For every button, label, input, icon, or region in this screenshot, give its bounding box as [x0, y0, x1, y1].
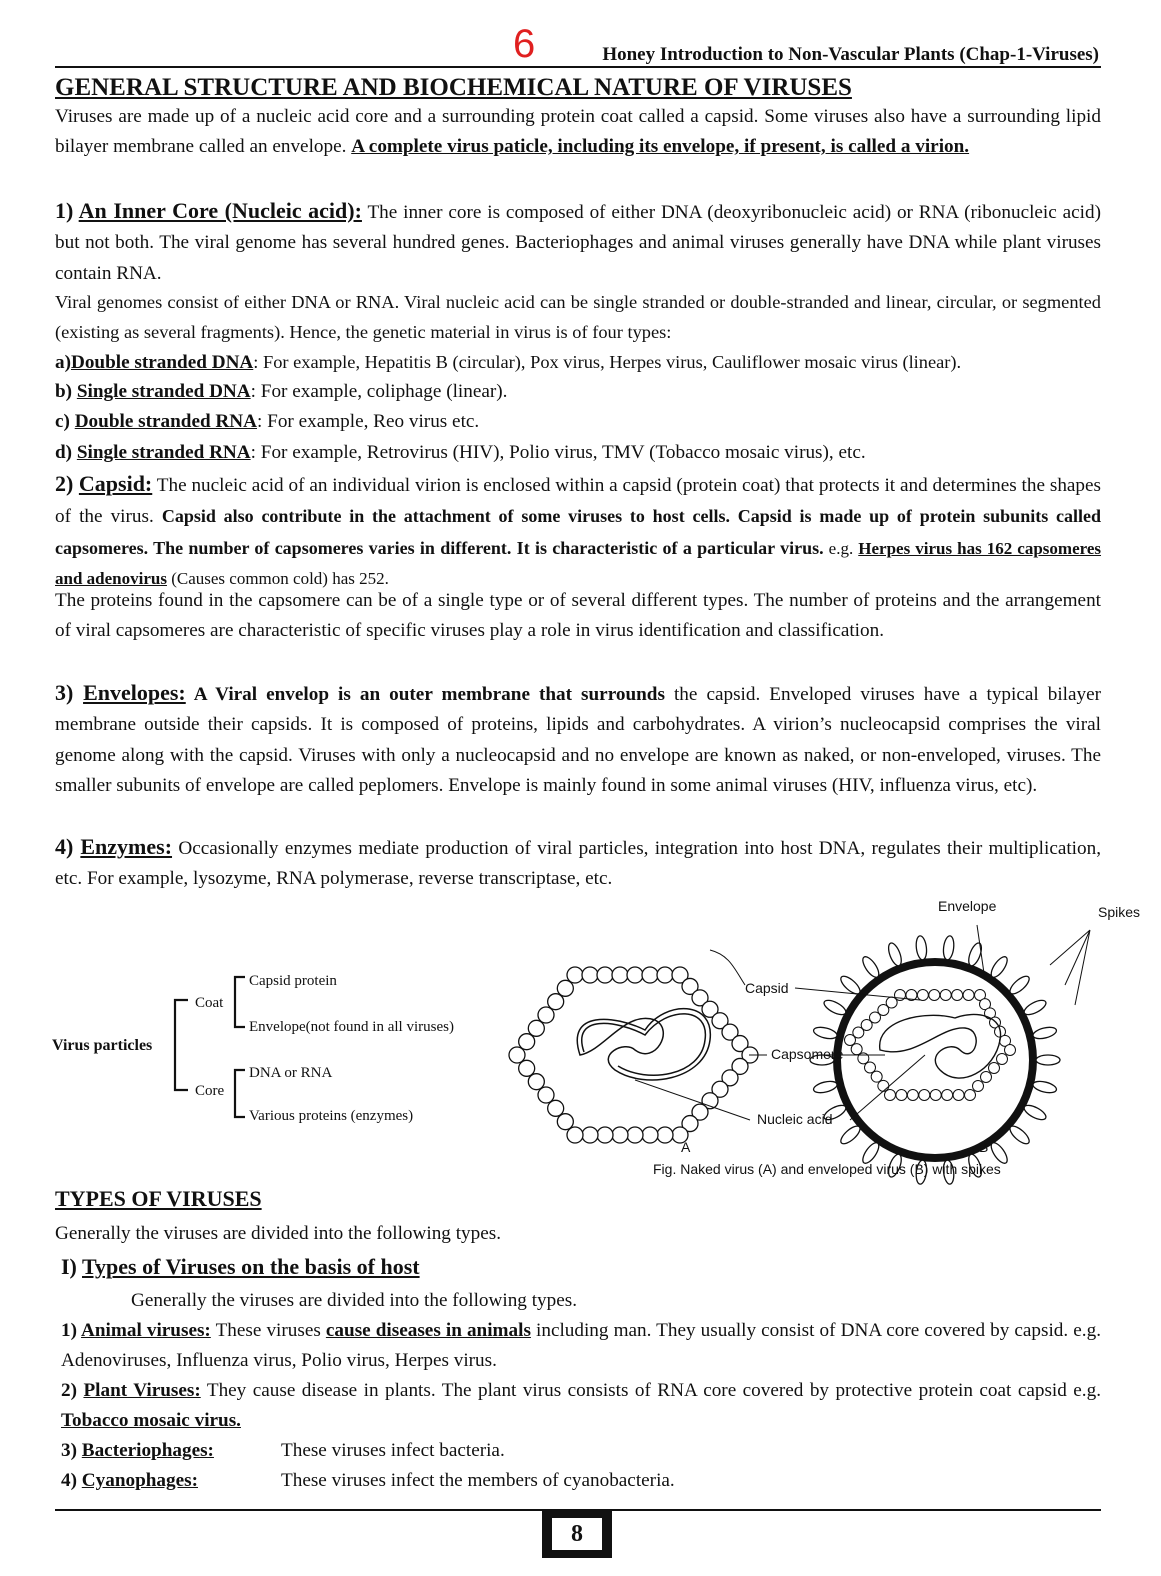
genetic-type-c: [55, 407, 479, 437]
envelope-heading: Envelopes:: [83, 680, 186, 705]
bacteriophages-heading: Bacteriophages:: [81, 1440, 214, 1461]
bacteriophages-number: 3): [61, 1440, 82, 1461]
plant-heading: Plant Viruses:: [83, 1380, 201, 1401]
spike: [812, 1079, 838, 1094]
type-text: : For example, Retrovirus (HIV), Polio virus, TMV (Tobacco mosaic virus), etc.: [250, 442, 866, 463]
naked-virus-nucleic-acid: [577, 1009, 710, 1080]
bacteriophages-text: These viruses infect bacteria.: [281, 1440, 505, 1461]
capsomere-circle: [851, 1044, 862, 1055]
capsomere-circle: [627, 967, 643, 983]
envelope-number: 3): [55, 680, 84, 705]
spike: [1007, 1123, 1032, 1146]
envelope-paragraph: [55, 678, 1101, 802]
capsomere-circle: [896, 1090, 907, 1101]
page-number-box: [542, 1510, 612, 1558]
spike: [942, 935, 955, 960]
capsid-text: The nucleic acid of an individual virion is enclosed within a capsid (protein coat) that protects it and determines the shapes of the virus.: [55, 475, 1101, 528]
section-title: GENERAL STRUCTURE AND BIOCHEMICAL NATURE OF VIRUSES: [55, 74, 852, 101]
virus-illustration: [505, 890, 1105, 1190]
label-b: B: [979, 1139, 989, 1155]
core-paragraph: [55, 196, 1101, 289]
envelope-text: the capsid. Enveloped viruses have a typical bilayer membrane outside their capsids. It is composed of proteins, lipids and carbohydrates. A virion’s nucleocapsid comprises the viral genome along with the capsid. Viruses with only a nucleocapsid and no envelope are known as naked, or non-enveloped, viruses. The smaller subunits of envelope are called peplomers. Envelope is mainly found in some animal viruses (HIV, influenza virus, etc).: [55, 684, 1102, 797]
capsomere-circle: [657, 967, 673, 983]
spike: [1007, 973, 1032, 996]
capsomere-circle: [917, 990, 928, 1001]
capsomere-circle: [907, 1090, 918, 1101]
figure-caption: Fig. Naked virus (A) and enveloped virus (B) with spikes: [653, 1161, 1001, 1177]
genetic-type-a: [55, 347, 961, 378]
tree-branch-coat: Coat: [195, 995, 224, 1011]
capsomere-circle: [538, 1007, 554, 1023]
bacteriophages-item: [61, 1436, 505, 1466]
type-prefix: c): [55, 411, 75, 432]
spike: [886, 941, 904, 967]
capsomere-circle: [953, 1090, 964, 1101]
spike: [988, 954, 1010, 979]
capsomere-circle: [886, 997, 897, 1008]
capsomere-circle: [989, 1063, 1000, 1074]
animal-heading: Animal viruses:: [81, 1320, 211, 1341]
spike: [1036, 1055, 1060, 1065]
capsomere-circle: [528, 1074, 544, 1090]
virus-particles-tree: [52, 965, 495, 1135]
virus-figure: [505, 890, 1141, 1190]
intro-text: Viruses are made up of a nucleic acid core and a surrounding protein coat called a capsid. Some viruses also have a surrounding lipid bilayer membrane called an envelope.: [55, 106, 1101, 158]
capsomere-circle: [597, 967, 613, 983]
host-types-number: I): [61, 1254, 82, 1279]
genome-paragraph: Viral genomes consist of either DNA or RNA. Viral nucleic acid can be single stranded or double-stranded and linear, circular, or segmented (existing as several fragments). Hence, the genetic material in virus is of four types:: [55, 292, 1101, 343]
enzymes-heading: Enzymes:: [80, 834, 173, 859]
type-prefix: a): [55, 352, 71, 373]
type-label: Single stranded DNA: [76, 381, 251, 402]
tree-leaf-proteins: Various proteins (enzymes): [249, 1108, 414, 1124]
spike: [838, 1123, 863, 1146]
tree-root: Virus particles: [52, 1037, 153, 1054]
capsomere-circle: [557, 1114, 573, 1130]
cyanophages-item: [61, 1466, 675, 1496]
plant-example: Tobacco mosaic virus.: [61, 1410, 241, 1432]
capsomere-circle: [858, 1053, 869, 1064]
chapter-marker: 6: [513, 22, 536, 66]
capsomere-circle: [582, 967, 598, 983]
capsomere-circle: [567, 967, 583, 983]
capsomere-circle: [548, 1100, 564, 1116]
type-label: Double stranded RNA: [74, 411, 258, 432]
spike: [860, 954, 882, 979]
naked-virus-capsid: [509, 967, 758, 1143]
capsomere-circle: [597, 1127, 613, 1143]
types-section-title: TYPES OF VIRUSES: [55, 1186, 262, 1211]
label-capsomere: Capsomere: [771, 1046, 844, 1062]
capsomere-circle: [538, 1087, 554, 1103]
type-label: Double stranded DNA: [70, 352, 254, 373]
capsomere-circle: [919, 1090, 930, 1101]
capsomere-circle: [612, 967, 628, 983]
capsomere-circle: [973, 1081, 984, 1092]
type-text: : For example, coliphage (linear).: [250, 381, 508, 402]
plant-number: 2): [61, 1380, 84, 1401]
core-number: 1): [55, 198, 79, 223]
virion-definition: A complete virus paticle, including its envelope, if present, is called a virion.: [351, 136, 970, 158]
spike: [822, 997, 848, 1017]
capsomere-circle: [952, 990, 963, 1001]
capsomere-circle: [929, 990, 940, 1001]
animal-text: These viruses: [210, 1320, 326, 1341]
capsomere-circle: [940, 990, 951, 1001]
envelope-bold-text: A Viral envelop is an outer membrane that surrounds: [185, 684, 665, 705]
capsid-heading: Capsid:: [78, 471, 153, 496]
plant-viruses-paragraph: [61, 1376, 1101, 1437]
tree-branch-core: Core: [195, 1083, 225, 1099]
capsomere-circle: [582, 1127, 598, 1143]
capsomere-circle: [567, 1127, 583, 1143]
animal-bold: cause diseases in animals: [325, 1320, 531, 1341]
label-spikes: Spikes: [1098, 904, 1141, 920]
intro-paragraph: [55, 102, 1101, 163]
capsomere-circle: [548, 994, 564, 1010]
capsomere-circle: [878, 1080, 889, 1091]
spike: [1032, 1025, 1058, 1040]
capsomere-circle: [528, 1020, 544, 1036]
capsid-eg: e.g.: [823, 538, 859, 558]
enzymes-text: Occasionally enzymes mediate production of viral particles, integration into host DNA, regulates their multiplication, etc. For example, lysozyme, RNA polymerase, reverse transcriptase, etc.: [55, 838, 1101, 890]
animal-viruses-paragraph: [61, 1316, 1101, 1377]
running-title: Honey Introduction to Non-Vascular Plants (Chap-1-Viruses): [602, 44, 1099, 65]
capsomere-counts: Herpes virus has 162 capsomeres and adenovirus: [55, 538, 1102, 589]
capsomere-circle: [942, 1090, 953, 1101]
host-types-title: Types of Viruses on the basis of host: [82, 1254, 420, 1279]
cyanophages-number: 4): [61, 1470, 82, 1491]
label-capsid: Capsid: [745, 980, 789, 996]
page-number: 8: [550, 1516, 604, 1552]
capsomere-circle: [509, 1047, 525, 1063]
capsomere-circle: [627, 1127, 643, 1143]
capsomere-paragraph: The proteins found in the capsomere can be of a single type or of several different types. The number of proteins and the arrangement of viral capsomeres are characteristic of specific viruses play a role in virus identification and classification.: [55, 590, 1101, 642]
page-header: [55, 22, 1101, 68]
enzymes-paragraph: [55, 832, 1101, 895]
type-text: : For example, Hepatitis B (circular), Pox virus, Herpes virus, Cauliflower mosaic virus (linear).: [253, 352, 962, 372]
spike: [915, 935, 928, 960]
animal-text-2: including man. They usually consist of DNA core covered by capsid. e.g. Adenoviruses, Influenza virus, Polio virus, Herpes virus.: [61, 1320, 1101, 1372]
capsomere-circle: [642, 1127, 658, 1143]
type-prefix: b): [55, 381, 77, 402]
spike: [1032, 1079, 1058, 1094]
tree-leaf-envelope: Envelope(not found in all viruses): [249, 1019, 454, 1035]
capsomere-circle: [930, 1090, 941, 1101]
capsomere-circle: [519, 1034, 535, 1050]
genetic-type-d: [55, 438, 866, 468]
capsomere-circle: [865, 1062, 876, 1073]
capsomere-circle: [657, 1127, 673, 1143]
label-envelope: Envelope: [938, 898, 997, 914]
capsomere-circle: [519, 1060, 535, 1076]
host-types-intro: Generally the viruses are divided into the following types.: [131, 1290, 577, 1311]
tree-leaf-capsid-protein: Capsid protein: [249, 973, 337, 989]
capsomere-circle: [997, 1054, 1008, 1065]
spike: [1022, 1103, 1048, 1123]
plant-text: They cause disease in plants. The plant virus consists of RNA core covered by protective protein coat capsid e.g.: [200, 1380, 1101, 1401]
genetic-type-b: [55, 377, 507, 407]
capsid-tail: (Causes common cold) has 252.: [166, 569, 389, 589]
enzymes-number: 4): [55, 834, 81, 859]
capsid-paragraph: [55, 469, 1101, 595]
core-heading: An Inner Core (Nucleic acid):: [78, 198, 362, 223]
host-types-heading: [61, 1252, 420, 1284]
label-a: A: [681, 1139, 691, 1155]
type-prefix: d): [55, 442, 77, 463]
capsomere-circle: [612, 1127, 628, 1143]
capsomere-circle: [981, 1072, 992, 1083]
capsid-bold-text: Capsid also contribute in the attachment of some viruses to host cells. Capsid is made up of protein subunits called capsomeres. The number of capsomeres varies in different. It is characteristic of a particular virus.: [55, 506, 1101, 558]
capsomere-circle: [963, 990, 974, 1001]
cyanophages-heading: Cyanophages:: [81, 1470, 198, 1491]
core-text: The inner core is composed of either DNA (deoxyribonucleic acid) or RNA (ribonucleic acid) but not both. The viral genome has several hundred genes. Bacteriophages and animal viruses generally have DNA while plant viruses contain RNA.: [55, 202, 1101, 284]
capsomere-circle: [557, 980, 573, 996]
capsomere-circle: [1005, 1045, 1016, 1056]
cyanophages-text: These viruses infect the members of cyanobacteria.: [281, 1470, 675, 1491]
capsomere-circle: [642, 967, 658, 983]
tree-leaf-dna-rna: DNA or RNA: [249, 1065, 333, 1081]
type-label: Single stranded RNA: [76, 442, 251, 463]
capsomere-circle: [965, 1090, 976, 1101]
label-nucleic-acid: Nucleic acid: [757, 1111, 833, 1127]
capsomere-circle: [871, 1071, 882, 1082]
capsomere-circle: [885, 1090, 896, 1101]
type-text: : For example, Reo virus etc.: [257, 411, 480, 432]
spike: [812, 1025, 838, 1040]
animal-number: 1): [61, 1320, 82, 1341]
spike: [1022, 997, 1048, 1017]
types-intro: Generally the viruses are divided into the following types.: [55, 1223, 501, 1244]
capsid-number: 2): [55, 471, 79, 496]
